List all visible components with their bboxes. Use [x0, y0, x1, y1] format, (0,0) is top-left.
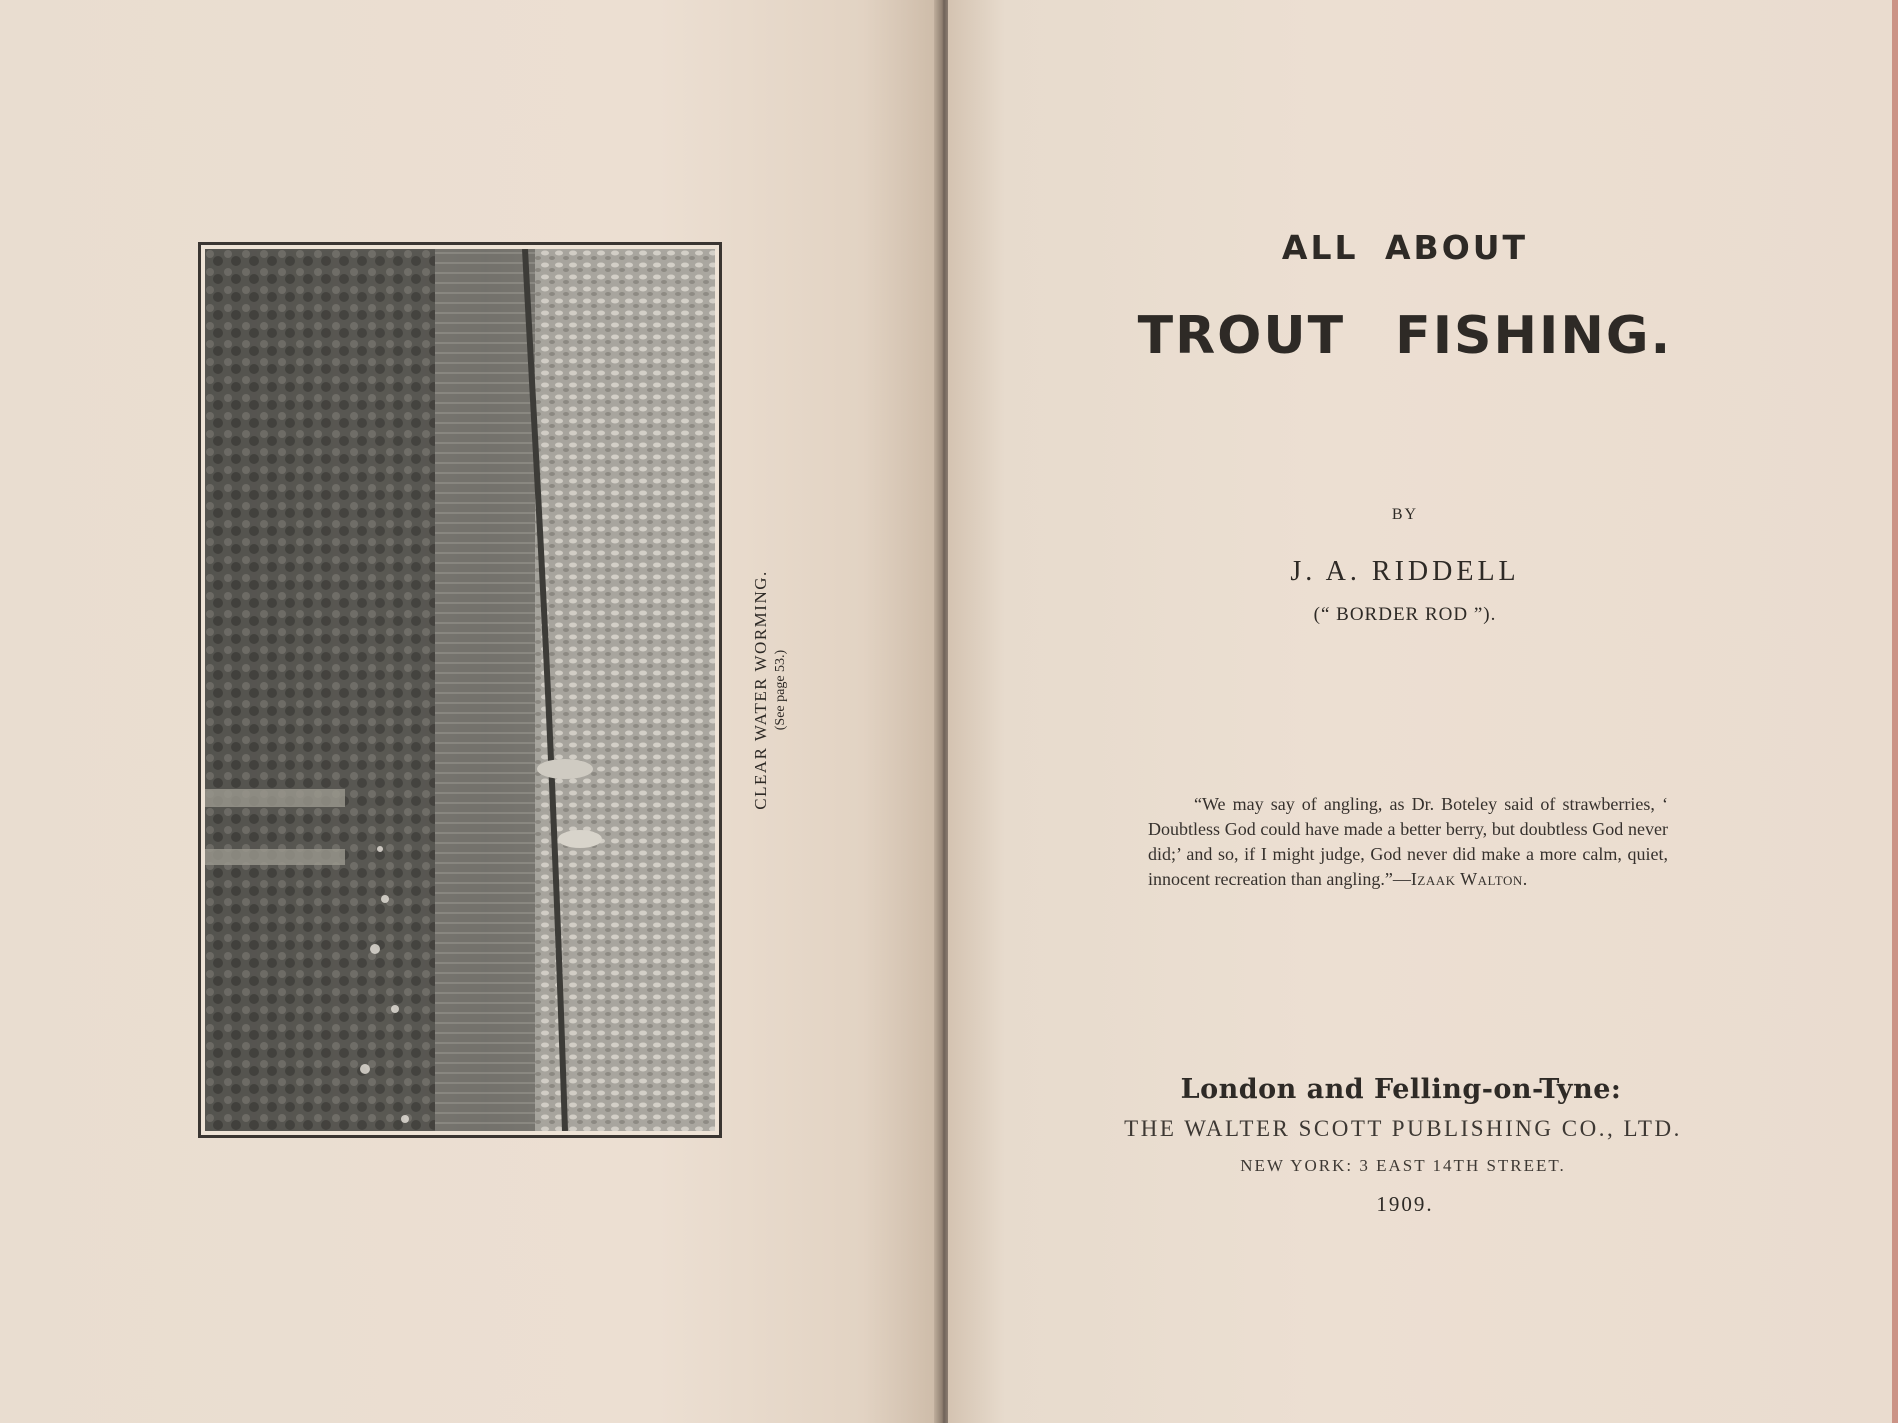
- imprint-place: London and Felling-on-Tyne:: [1180, 1074, 1622, 1105]
- page-edge: [1892, 0, 1898, 1423]
- plate-caption-title: CLEAR WATER WORMING.: [751, 570, 770, 810]
- imprint-year: 1909.: [1376, 1192, 1434, 1216]
- right-page-title: [948, 0, 1898, 1423]
- landscape-photo-icon: [205, 249, 715, 1131]
- author-name: J. A. RIDDELL: [1290, 556, 1520, 587]
- photograph-clear-water-worming: [205, 249, 715, 1131]
- epigraph-text: “We may say of angling, as Dr. Boteley said of strawberries, ‘ Doubtless God could have made a better berry, but doubtless God never did;’ and so, if I might judge, God never did make a more calm, quiet, innocent recreation than angling.”—: [1148, 794, 1668, 889]
- title-main: TROUT FISHING.: [1137, 306, 1673, 366]
- epigraph-attribution: Izaak Walton.: [1410, 869, 1528, 889]
- frontispiece-plate: [198, 242, 722, 1138]
- title-small: ALL ABOUT: [1281, 228, 1529, 267]
- left-page-frontispiece: [0, 0, 938, 1423]
- plate-caption: [751, 570, 789, 810]
- plate-page-reference: (See page 53.): [773, 649, 788, 731]
- by-line: BY: [1391, 506, 1419, 523]
- imprint-publisher: THE WALTER SCOTT PUBLISHING CO., LTD.: [1124, 1116, 1682, 1141]
- epigraph: [1148, 792, 1668, 892]
- author-pseudonym: (“ BORDER ROD ”).: [1313, 604, 1497, 625]
- imprint-new-york: NEW YORK: 3 EAST 14TH STREET.: [1240, 1156, 1566, 1175]
